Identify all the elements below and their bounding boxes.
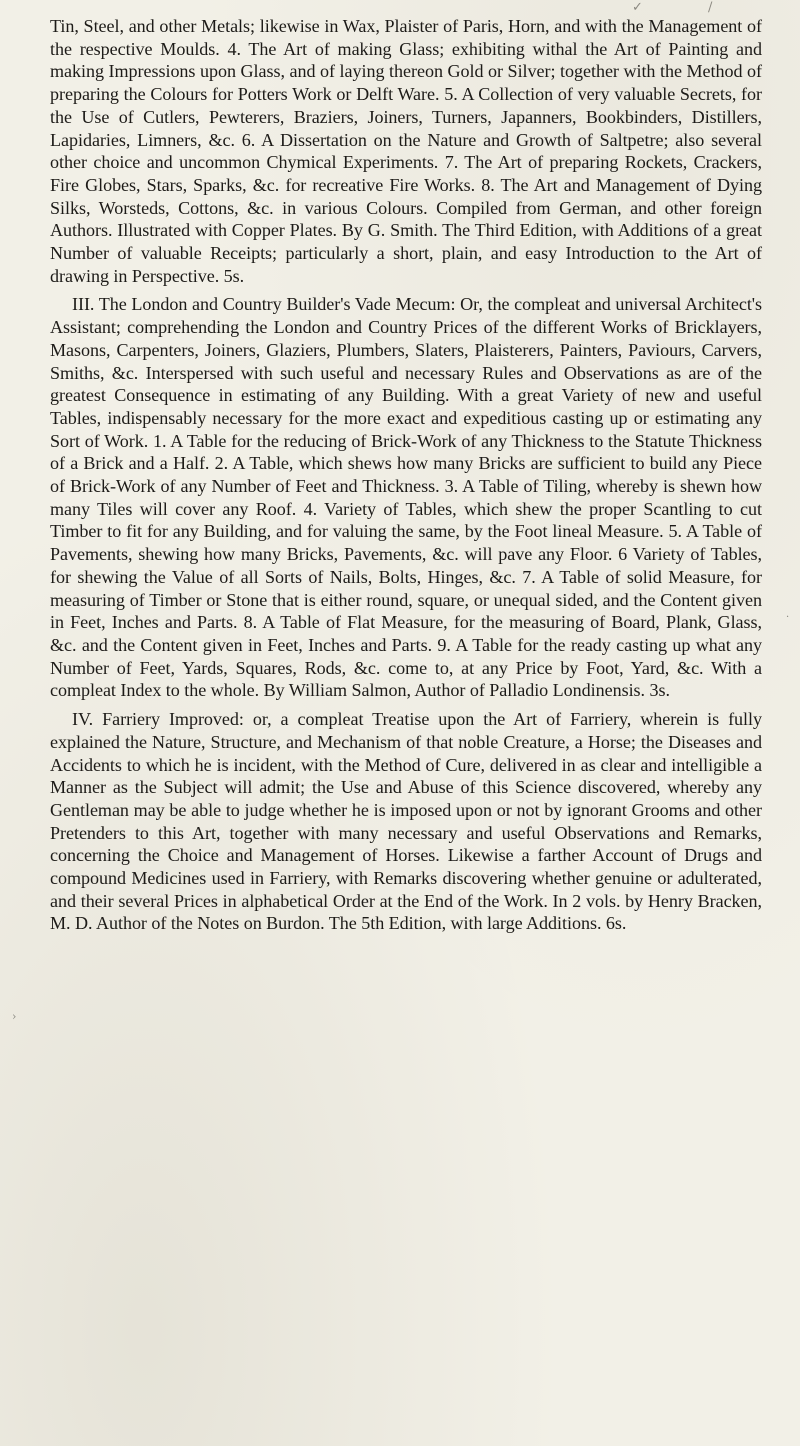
paragraph-farriery-improved: IV. Farriery Improved: or, a compleat Treatise upon the Art of Farriery, wherein is fully explained the Nature, Structure, and Mechanism of that noble Creature, a Horse; the Diseases and Accidents to which he is incident, with the Method of Cure, delivered in as clear and intelligible a Manner as the Subject will admit; the Use and Abuse of this Science discovered, whereby any Gentleman may be able to judge whether he is imposed upon or not by ignorant Grooms and other Pretenders to this Art, together with many necessary and useful Observations and Remarks, concerning the Choice and Management of Horses. Likewise a farther Account of Drugs and compound Medicines used in Farriery, with Remarks discovering whether genuine or adulterated, and their several Prices in alphabetical Order at the End of the Work. In 2 vols. by Henry Bracken, M. D. Author of the Notes on Burdon. The 5th Edition, with large Additions. 6s. <box>50 709 762 934</box>
pencil-tick-mark: ✓ <box>632 0 643 15</box>
pencil-slash-mark: / <box>708 0 713 15</box>
margin-mark: › <box>12 1010 17 1023</box>
advertisement-text <box>50 15 762 941</box>
paragraph-builders-vade-mecum: III. The London and Country Builder's Vade Mecum: Or, the compleat and universal Architect's Assistant; comprehending the London and Country Prices of the different Works of Bricklayers, Masons, Carpenters, Joiners, Glaziers, Plumbers, Slaters, Plaisterers, Painters, Paviours, Carvers, Smiths, &c. Interspersed with such useful and necessary Rules and Observations as are of the greatest Consequence in estimating of any Building. With a great Variety of new and useful Tables, indispensably necessary for the more exact and expeditious casting up or estimating any Sort of Work. 1. A Table for the reducing of Brick-Work of any Thickness to the Statute Thickness of a Brick and a Half. 2. A Table, which shews how many Bricks are sufficient to build any Piece of Brick-Work of any Number of Feet and Thickness. 3. A Table of Tiling, whereby is shewn how many Tiles will cover any Roof. 4. Variety of Tables, which shew the proper Scantling to cut Timber to fit for any Building, and for valuing the same, by the Foot lineal Measure. 5. A Table of Pavements, shewing how many Bricks, Pavements, &c. will pave any Floor. 6 Variety of Tables, for shewing the Value of all Sorts of Nails, Bolts, Hinges, &c. 7. A Table of solid Measure, for measuring of Timber or Stone that is either round, square, or unequal sided, and the Content given in Feet, Inches and Parts. 8. A Table of Flat Measure, for the measuring of Board, Plank, Glass, &c. and the Content given in Feet, Inches and Parts. 9. A Table for the ready casting up what any Number of Feet, Yards, Squares, Rods, &c. come to, at any Price by Foot, Yard, &c. With a compleat Index to the whole. By William Salmon, Author of Palladio Londinensis. 3s. <box>50 294 762 701</box>
paragraph-continued-entry: Tin, Steel, and other Metals; likewise in Wax, Plaister of Paris, Horn, and with the Management of the respective Moulds. 4. The Art of making Glass; exhibiting withal the Art of Painting and making Impressions upon Glass, and of laying thereon Gold or Silver; together with the Method of preparing the Colours for Potters Work or Delft Ware. 5. A Collection of very valuable Secrets, for the Use of Cutlers, Pewterers, Braziers, Joiners, Turners, Japanners, Bookbinders, Distillers, Lapidaries, Limners, &c. 6. A Dissertation on the Nature and Growth of Saltpetre; also several other choice and uncommon Chymical Experiments. 7. The Art of preparing Rockets, Crackers, Fire Globes, Stars, Sparks, &c. for recreative Fire Works. 8. The Art and Management of Dying Silks, Worsteds, Cottons, &c. in various Colours. Compiled from German, and other foreign Authors. Illustrated with Copper Plates. By G. Smith. The Third Edition, with Additions of a great Number of valuable Receipts; particularly a short, plain, and easy Introduction to the Art of drawing in Perspective. 5s. <box>50 16 762 286</box>
edge-dot-mark: · <box>786 612 790 623</box>
